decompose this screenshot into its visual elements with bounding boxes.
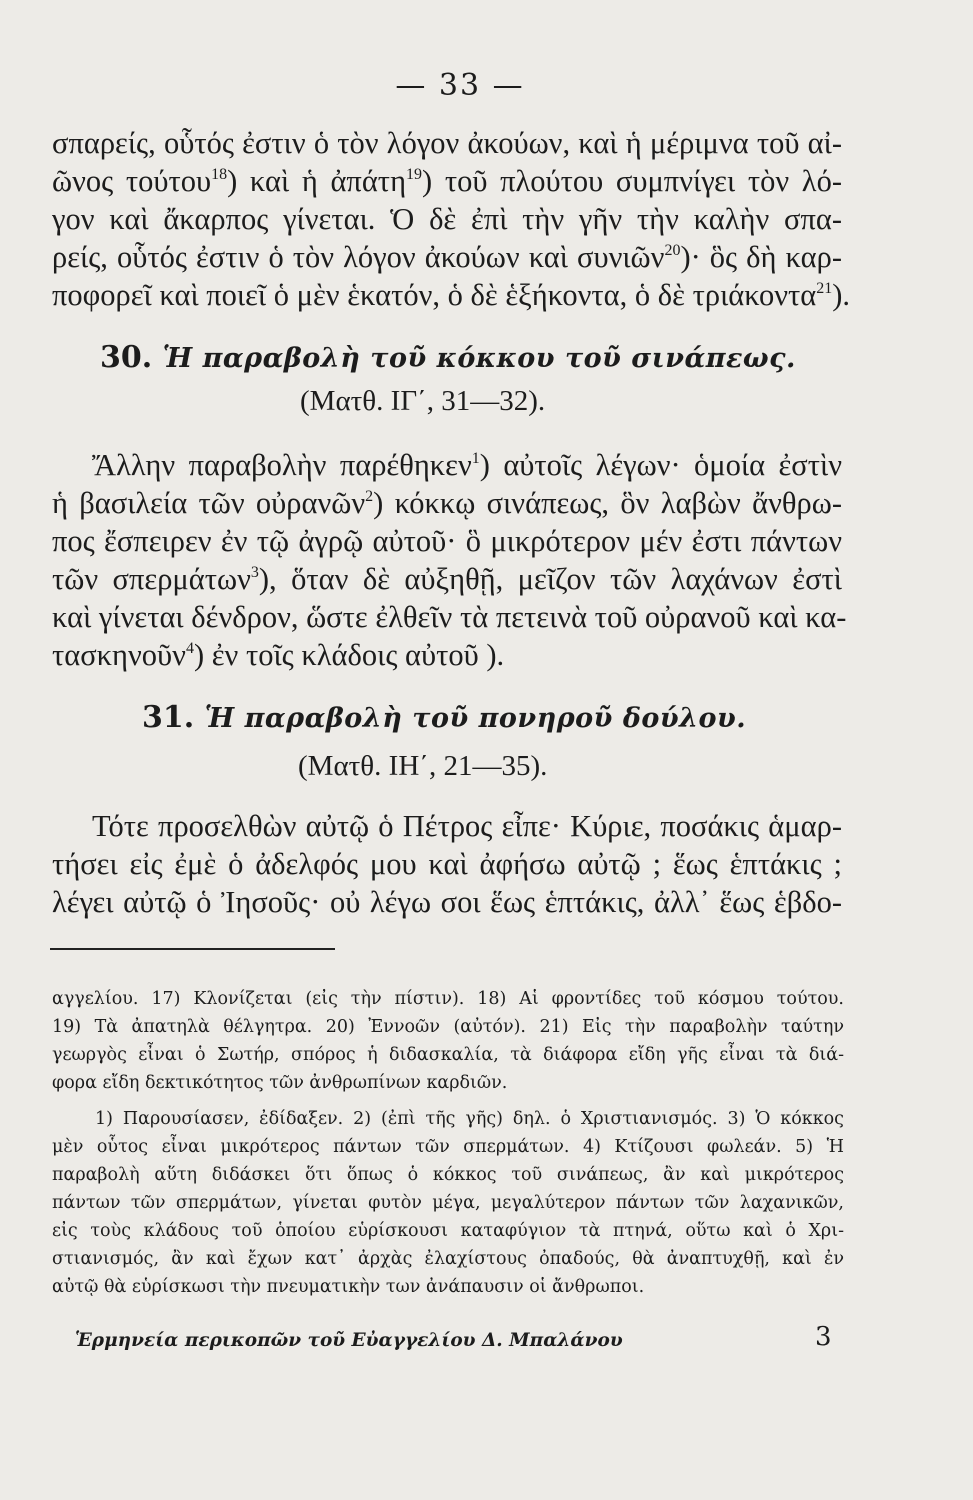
body-line: τήσει εἰς ἐμὲ ὁ ἀδελφός μου καὶ ἀφήσω αὐτῷ ; ἕως ἑπτάκις ; (52, 847, 842, 881)
footnote-line: γεωργὸς εἶναι ὁ Σωτήρ, σπόρος ἡ διδασκαλία, τὰ διάφορα εἴδη γῆς εἶναι τὰ διά- (52, 1045, 844, 1065)
footnote-line: πάντων τῶν σπερμάτων, γίνεται φυτὸν μέγα, μεγαλύτερον πάντων τῶν λαχανικῶν, (52, 1193, 844, 1213)
body-line: ποφορεῖ καὶ ποιεῖ ὁ μὲν ἑκατόν, ὁ δὲ ἑξήκοντα, ὁ δὲ τριάκοντα$^{21}$). (52, 278, 851, 312)
signature-mark: 3 (815, 1322, 832, 1352)
section-title: Ἡ παραβολὴ τοῦ κόκκου τοῦ σινάπεως. (162, 343, 796, 374)
body-line: ἡ βασιλεία τῶν οὐρανῶν$^2$) κόκκῳ σινάπεως, ὃν λαβὼν ἄνθρω- (52, 486, 842, 520)
body-line: σπαρείς, οὗτός ἐστιν ὁ τὸν λόγον ἀκούων, καὶ ἡ μέριμνα τοῦ αἰ- (52, 126, 842, 160)
body-line: Τότε προσελθὼν αὐτῷ ὁ Πέτρος εἶπε· Κύριε, ποσάκις ἁμαρ- (92, 809, 842, 843)
body-line: λέγει αὐτῷ ὁ Ἰησοῦς· οὐ λέγω σοι ἕως ἑπτάκις, ἀλλ᾽ ἕως ἑβδο- (52, 885, 842, 919)
body-line: καὶ γίνεται δένδρον, ὥστε ἐλθεῖν τὰ πετεινὰ τοῦ οὐρανοῦ καὶ κα- (52, 600, 847, 634)
footnote-divider (50, 948, 335, 950)
footnote-line: 1) Παρουσίασεν, ἐδίδαξεν. 2) (ἐπὶ τῆς γῆς) δηλ. ὁ Χριστιανισμός. 3) Ὁ κόκκος (95, 1109, 844, 1129)
footnote-line: μὲν οὗτος εἶναι μικρότερος πάντων τῶν σπερμάτων. 4) Κτίζουσι φωλεάν. 5) Ἡ (52, 1137, 844, 1157)
footnote-line: στιανισμός, ἂν καὶ ἔχων κατ᾽ ἀρχὰς ἐλαχίστους ὀπαδούς, θὰ ἀναπτυχθῇ, καὶ ἐν (52, 1249, 844, 1269)
scripture-reference: (Ματθ. ΙΓ΄, 31—32). (300, 385, 546, 417)
body-line: ρείς, οὗτός ἐστιν ὁ τὸν λόγον ἀκούων καὶ συνιῶν$^{20}$)· ὃς δὴ καρ- (52, 240, 842, 274)
body-line: πος ἔσπειρεν ἐν τῷ ἀγρῷ αὐτοῦ· ὃ μικρότερον μέν ἐστι πάντων (52, 524, 842, 558)
footnote-line: παραβολὴ αὕτη διδάσκει ὅτι ὅπως ὁ κόκκος τοῦ σινάπεως, ἂν καὶ μικρότερος (52, 1165, 844, 1185)
section-number: 30. (100, 340, 153, 375)
page-number: — 33 — (395, 68, 525, 103)
footnote-line: αὐτῷ θὰ εὑρίσκωσι τὴν πνευματικὴν των ἀνάπαυσιν οἱ ἄνθρωποι. (52, 1277, 645, 1297)
scripture-reference: (Ματθ. ΙΗ΄, 21—35). (298, 750, 548, 782)
body-line: τῶν σπερμάτων$^3$), ὅταν δὲ αὐξηθῇ, μεῖζον τῶν λαχάνων ἐστὶ (52, 562, 842, 596)
body-line: ῶνος τούτου$^{18}$) καὶ ἡ ἀπάτη$^{19}$) τοῦ πλούτου συμπνίγει τὸν λό- (52, 164, 842, 198)
body-line: Ἄλλην παραβολὴν παρέθηκεν$^1$) αὐτοῖς λέγων· ὁμοία ἐστὶν (92, 448, 842, 482)
section-heading (142, 700, 932, 735)
section-title: Ἡ παραβολὴ τοῦ πονηροῦ δούλου. (204, 703, 747, 734)
body-line: γον καὶ ἄκαρπος γίνεται. Ὁ δὲ ἐπὶ τὴν γῆν τὴν καλὴν σπα- (52, 202, 842, 236)
body-line: τασκηνοῦν$^4$) ἐν τοῖς κλάδοις αὐτοῦ ). (52, 638, 505, 672)
footnote-line: 19) Τὰ ἀπατηλὰ θέλγητρα. 20) Ἐννοῶν (αὐτόν). 21) Εἰς τὴν παραβολὴν ταύτην (52, 1017, 844, 1037)
footnote-line: αγγελίου. 17) Κλονίζεται (εἰς τὴν πίστιν). 18) Αἱ φροντίδες τοῦ κόσμου τούτου. (52, 989, 844, 1009)
footnote-line: φορα εἴδη δεκτικότητος τῶν ἀνθρωπίνων καρδιῶν. (52, 1073, 508, 1093)
running-footer-title: Ἑρμηνεία περικοπῶν τοῦ Εὐαγγελίου Δ. Μπαλάνου (75, 1330, 623, 1351)
section-number: 31. (142, 700, 195, 735)
section-heading (100, 340, 890, 375)
footnote-line: εἰς τοὺς κλάδους τοῦ ὁποίου εὑρίσκουσι καταφύγιον τὰ πτηνά, οὕτω καὶ ὁ Χρι- (52, 1221, 844, 1241)
